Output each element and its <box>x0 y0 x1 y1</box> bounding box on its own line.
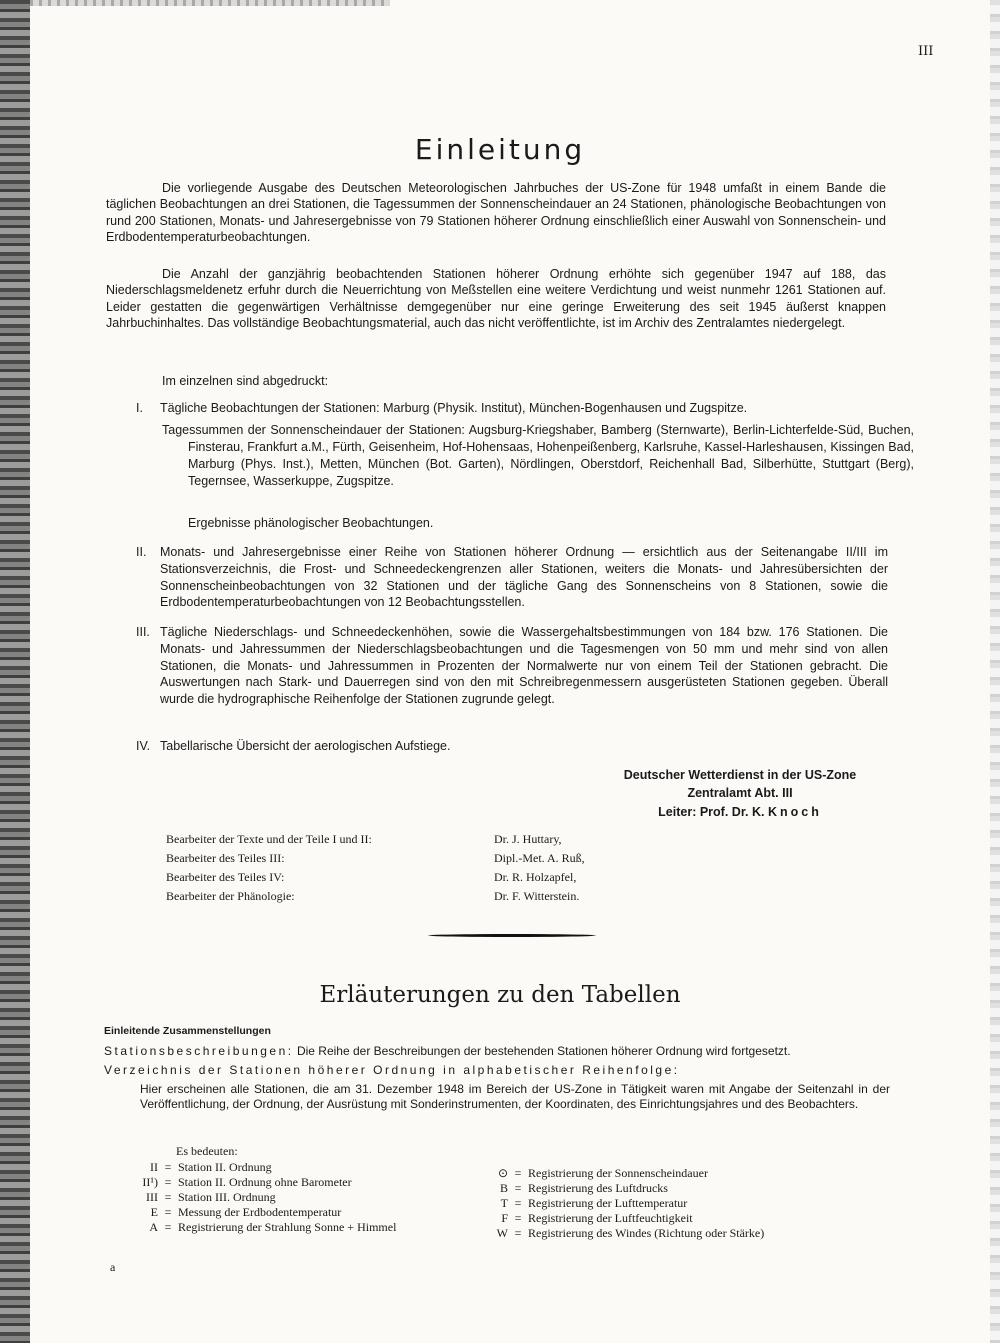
legend-symbol: III <box>146 1190 158 1204</box>
section-4 <box>136 738 888 755</box>
explanations-title: Erläuterungen zu den Tabellen <box>319 982 681 1008</box>
legend-row: T = Registrierung der Lufttemperatur <box>484 1196 824 1211</box>
legend-row: B = Registrierung des Luftdrucks <box>484 1181 824 1196</box>
legend-row: A = Registrierung der Strahlung Sonne + Himmel <box>134 1220 474 1235</box>
legend-symbol: A <box>149 1220 158 1234</box>
editor-name: Dr. R. Holzapfel, <box>494 870 577 884</box>
section-1-phenology: Ergebnisse phänologischer Beobachtungen. <box>188 516 434 530</box>
editors-list <box>166 830 636 906</box>
legend-label: Registrierung der Strahlung Sonne + Himmel <box>178 1220 397 1234</box>
scan-edge-left <box>0 0 30 1343</box>
intro-paragraph-2: Die Anzahl der ganzjährig beobachtenden Stationen höherer Ordnung erhöhte sich gegenüber 1947 auf 188, das Niederschlagsmeldenetz erfuhr durch die Neuerrichtung von Meßstellen eine weitere Verdichtung und weist nunmehr 1261 Stationen auf. Leider gestatten die gegenwärtigen Verhältnisse demgegenüber nur eine geringe Erweiterung des seit 1945 äußerst knappen Jahrbuchinhaltes. Das vollständige Beobachtungsmaterial, auch das nicht veröffentlichte, ist im Archiv des Zentralamtes niedergelegt. <box>106 267 886 331</box>
legend-row: W = Registrierung des Windes (Richtung oder Stärke) <box>484 1226 824 1241</box>
editor-name: Dr. F. Witterstein. <box>494 889 580 903</box>
section-text: Monats- und Jahresergebnisse einer Reihe von Stationen höherer Ordnung — ersichtlich aus der Seitenangabe II/III im Stationsverzeichnis, die Frost- und Schneedeckengrenzen aller Stationen, weiters die Monats- und Jahresübersichten der Sonnenscheinbeobachtungen von 32 Stationen und der tägliche Gang des Sonnenscheins von 8 Stationen, sowie die Erdbodentemperaturbeobachtungen von 12 Beobachtungsstellen. <box>160 545 888 610</box>
section-2 <box>136 544 888 611</box>
editor-role: Bearbeiter der Texte und der Teile I und II: <box>166 832 372 846</box>
legend-row: II = Station II. Ordnung <box>134 1160 474 1175</box>
explanations-subheading: Einleitende Zusammenstellungen <box>104 1025 271 1037</box>
section-1 <box>136 400 888 417</box>
legend-row: ⊙ = Registrierung der Sonnenscheindauer <box>484 1166 824 1181</box>
section-number: II. <box>136 545 147 559</box>
signature-department: Zentralamt Abt. III <box>687 786 793 800</box>
legend-label: Messung der Erdbodentemperatur <box>178 1205 342 1219</box>
legend-symbol: W <box>496 1226 508 1240</box>
signature-head <box>560 805 920 819</box>
legend-label: Registrierung der Luftfeuchtigkeit <box>528 1211 693 1225</box>
page-number: III <box>918 44 934 59</box>
legend-symbol: T <box>500 1196 508 1210</box>
section-number: I. <box>136 401 143 415</box>
legend-row: E = Messung der Erdbodentemperatur <box>134 1205 474 1220</box>
legend-row: II¹) = Station II. Ordnung ohne Barometer <box>134 1175 474 1190</box>
legend-label: Registrierung der Sonnenscheindauer <box>528 1166 708 1180</box>
legend-label: Station II. Ordnung ohne Barometer <box>178 1175 352 1189</box>
station-index-label: Verzeichnis der Stationen höherer Ordnung in alphabetischer Reihenfolge: <box>104 1063 680 1077</box>
station-descriptions-line <box>104 1044 894 1059</box>
legend-intro: Es bedeuten: <box>176 1144 238 1158</box>
station-index-paragraph: Hier erscheinen alle Stationen, die am 31. Dezember 1948 im Bereich der US-Zone in Tätigkeit waren mit Angabe der Seitenzahl in der Veröffentlichung, der Ordnung, der Ausrüstung mit Sonderinstrumenten, der Koordinaten, des Einrichtungsjahres und des Beobachters. <box>140 1082 890 1111</box>
legend-left <box>134 1160 474 1235</box>
section-number: IV. <box>136 739 151 753</box>
editor-name: Dr. J. Huttary, <box>494 832 562 846</box>
intro-paragraph-1: Die vorliegende Ausgabe des Deutschen Meteorologischen Jahrbuches der US-Zone für 1948 umfaßt in einem Bande die täglichen Beobachtungen an drei Stationen, die Tagessummen der Sonnenscheindauer an 24 Stationen, phänologische Beobachtungen von rund 200 Stationen, Monats- und Jahresergebnisse von 79 Stationen höherer Ordnung einschließlich einer Auswahl von Sonnenschein- und Erdbodentemperaturbeobachtungen. <box>106 181 886 245</box>
section-1-sunshine-list: Tagessummen der Sonnenscheindauer der Stationen: Augsburg-Kriegshaber, Bamberg (Sternwarte), Berlin-Lichterfelde-Süd, Buchen, Finsterau, Frankfurt a.M., Fürth, Geisenheim, Hof-Hohensaas, Hohenpeißenberg, Karlsruhe, Kassel-Harleshausen, Kissingen Bad, Marburg (Phys. Inst.), Metten, München (Bot. Garten), Nördlingen, Oberstdorf, Reichenhall Bad, Silberhütte, Stuttgart (Berg), Tegernsee, Wasserkuppe, Zugspitze. <box>162 423 914 488</box>
editor-role: Bearbeiter der Phänologie: <box>166 889 295 903</box>
scan-edge-right <box>990 0 1000 1343</box>
legend-label: Registrierung der Lufttemperatur <box>528 1196 688 1210</box>
section-3 <box>136 624 888 708</box>
legend-symbol: II¹) <box>142 1175 158 1189</box>
editor-row <box>166 887 636 906</box>
editor-row <box>166 868 636 887</box>
legend-label: Registrierung des Luftdrucks <box>528 1181 668 1195</box>
legend-label: Station II. Ordnung <box>178 1160 272 1174</box>
editor-role: Bearbeiter des Teiles IV: <box>166 870 285 884</box>
section-text: Tägliche Beobachtungen der Stationen: Marburg (Physik. Institut), München-Bogenhausen und Zugspitze. <box>160 401 748 415</box>
section-text: Tabellarische Übersicht der aerologischen Aufstiege. <box>160 739 451 753</box>
contents-lead-in: Im einzelnen sind abgedruckt: <box>162 374 329 388</box>
legend-row: F = Registrierung der Luftfeuchtigkeit <box>484 1211 824 1226</box>
sun-symbol-icon: ⊙ <box>497 1166 508 1180</box>
signature-organization: Deutscher Wetterdienst in der US-Zone <box>623 768 857 782</box>
legend-symbol: II <box>150 1160 158 1174</box>
legend-symbol: F <box>501 1211 508 1225</box>
station-descriptions-label: Stationsbeschreibungen: <box>104 1044 294 1058</box>
legend-symbol: E <box>150 1205 158 1219</box>
editor-row <box>166 849 636 868</box>
editor-role: Bearbeiter des Teiles III: <box>166 851 285 865</box>
legend-symbol: B <box>499 1181 508 1195</box>
signature-head-title: Leiter: Prof. Dr. K. <box>658 805 765 819</box>
legend-label: Registrierung des Windes (Richtung oder Stärke) <box>528 1226 765 1240</box>
signature-mark: a <box>110 1260 116 1274</box>
page-title: Einleitung <box>414 133 586 166</box>
legend-label: Station III. Ordnung <box>178 1190 276 1204</box>
scan-edge-top <box>30 0 390 6</box>
signature-head-name: Knoch <box>767 805 822 819</box>
legend-row: III = Station III. Ordnung <box>134 1190 474 1205</box>
section-divider <box>428 934 596 937</box>
editor-name: Dipl.-Met. A. Ruß, <box>494 851 585 865</box>
station-descriptions-text: Die Reihe der Beschreibungen der bestehenden Stationen höherer Ordnung wird fortgesetzt. <box>296 1044 791 1058</box>
legend-right <box>484 1166 824 1241</box>
section-number: III. <box>136 625 150 639</box>
section-text: Tägliche Niederschlags- und Schneedeckenhöhen, sowie die Wassergehaltsbestimmungen von 184 bzw. 176 Stationen. Die Monats- und Jahressummen der Niederschlagsbeobachtungen und die Tagesmengen von 50 mm und mehr sind von allen Stationen, die Monats- und Jahressummen in Prozenten der Normalwerte nur von einem Teil der Stationen gebracht. Die Auswertungen nach Stark- und Dauerregen sind von den mit Schreibregenmessern ausgerüsteten Stationen gegeben. Überall wurde die hydrographische Reihenfolge der Stationen zugrunde gelegt. <box>160 625 888 707</box>
editor-row <box>166 830 636 849</box>
